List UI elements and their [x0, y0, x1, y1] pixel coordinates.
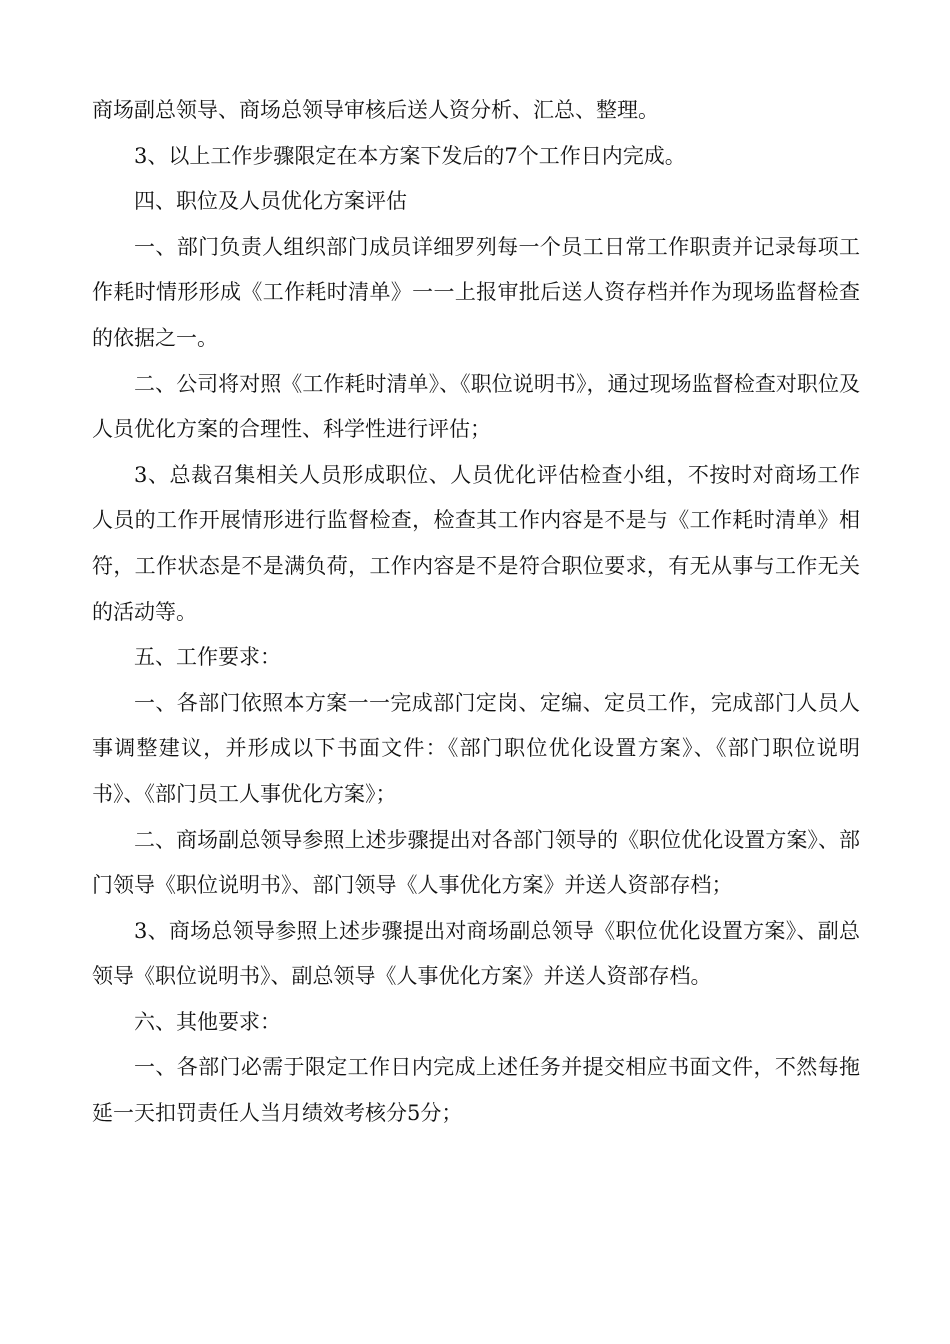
paragraph-requirement-1: 一、各部门依照本方案一一完成部门定岗、定编、定员工作，完成部门人员人事调整建议，并形成以下书面文件：《部门职位优化设置方案》、《部门职位说明书》、《部门员工人事优化方案》； — [92, 690, 860, 806]
section-heading-work-requirements: 五、工作要求： — [134, 645, 281, 670]
paragraph-evaluation-1: 一、部门负责人组织部门成员详细罗列每一个员工日常工作职责并记录每项工作耗时情形形成《工作耗时清单》一一上报审批后送人资存档并作为现场监督检查的依据之一。 — [92, 234, 860, 350]
section-heading-other-requirements: 六、其他要求： — [134, 1009, 281, 1034]
paragraph-evaluation-3: 3、总裁召集相关人员形成职位、人员优化评估检查小组，不按时对商场工作人员的工作开展情形进行监督检查，检查其工作内容是不是与《工作耗时清单》相符，工作状态是不是满负荷，工作内容是不是符合职位要求，有无从事与工作无关的活动等。 — [92, 462, 860, 624]
paragraph-requirement-2: 二、商场副总领导参照上述步骤提出对各部门领导的《职位优化设置方案》、部门领导《职位说明书》、部门领导《人事优化方案》并送人资部存档； — [92, 827, 860, 898]
section-heading-evaluation: 四、职位及人员优化方案评估 — [134, 189, 407, 214]
paragraph-other-1: 一、各部门必需于限定工作日内完成上述任务并提交相应书面文件，不然每拖延一天扣罚责任人当月绩效考核分5分； — [92, 1055, 860, 1126]
paragraph-evaluation-2: 二、公司将对照《工作耗时清单》、《职位说明书》，通过现场监督检查对职位及人员优化方案的合理性、科学性进行评估； — [92, 371, 860, 442]
paragraph-requirement-3: 3、商场总领导参照上述步骤提出对商场副总领导《职位优化设置方案》、副总领导《职位说明书》、副总领导《人事优化方案》并送人资部存档。 — [92, 918, 860, 989]
document-body — [92, 88, 860, 1137]
paragraph-review-continuation: 商场副总领导、商场总领导审核后送人资分析、汇总、整理。 — [92, 98, 659, 122]
paragraph-step-deadline: 3、以上工作步骤限定在本方案下发后的7个工作日内完成。 — [134, 143, 686, 168]
